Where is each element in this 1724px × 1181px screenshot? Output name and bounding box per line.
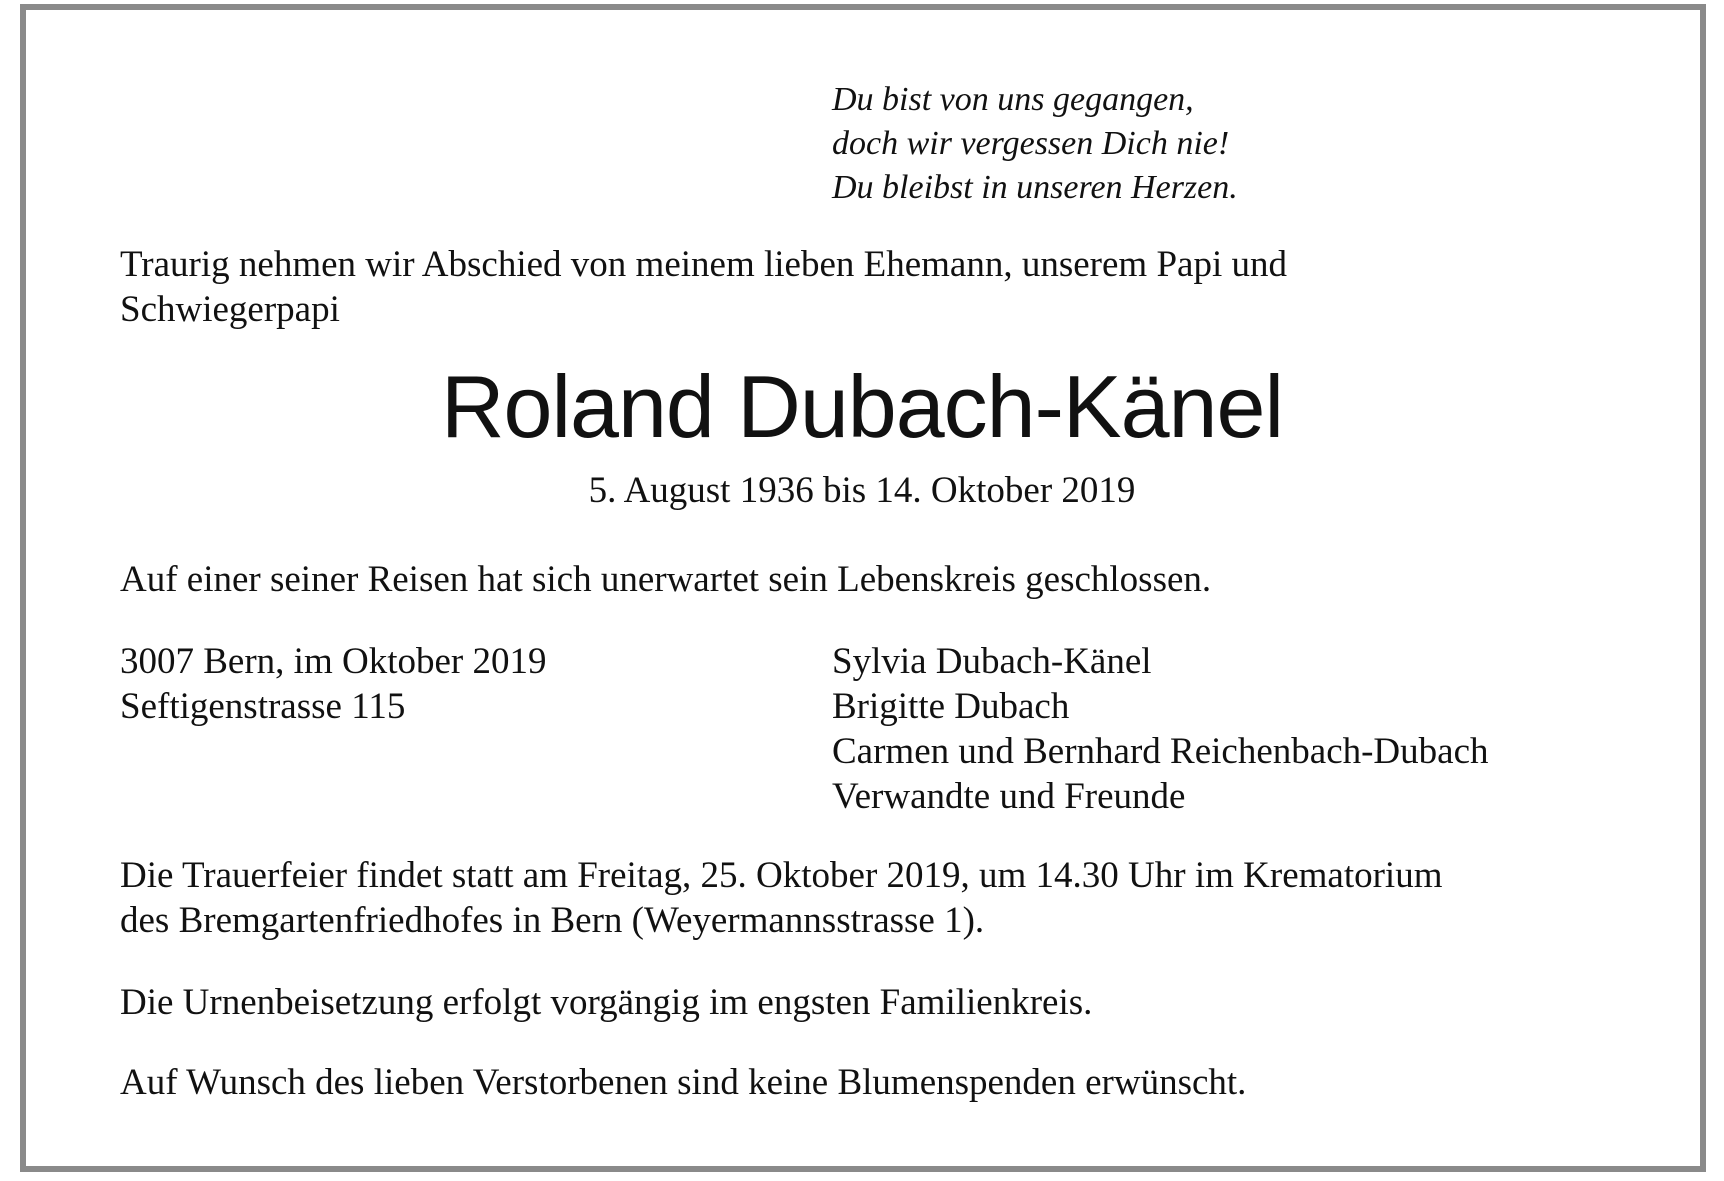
ceremony-text <box>120 853 1680 943</box>
flowers-text: Auf Wunsch des lieben Verstorbenen sind keine Blumenspenden erwünscht. <box>120 1062 1247 1103</box>
intro-line: Schwiegerpapi <box>120 289 340 330</box>
intro-text <box>120 242 1620 332</box>
place-date-line: 3007 Bern, im Oktober 2019 <box>120 641 547 682</box>
poem-line: Du bleibst in unseren Herzen. <box>832 169 1238 206</box>
family-list <box>832 639 1489 819</box>
family-member: Sylvia Dubach-Känel <box>832 641 1152 682</box>
urn-text: Die Urnenbeisetzung erfolgt vorgängig im engsten Familienkreis. <box>120 982 1093 1023</box>
ceremony-line: Die Trauerfeier findet statt am Freitag, 25. Oktober 2019, um 14.30 Uhr im Krematorium <box>120 855 1443 896</box>
life-dates: 5. August 1936 bis 14. Oktober 2019 <box>588 470 1136 511</box>
family-member: Brigitte Dubach <box>832 686 1070 727</box>
intro-line: Traurig nehmen wir Abschied von meinem lieben Ehemann, unserem Papi und <box>120 244 1287 285</box>
journey-text: Auf einer seiner Reisen hat sich unerwartet sein Lebenskreis geschlossen. <box>120 559 1212 600</box>
deceased-name: Roland Dubach-Känel <box>440 357 1283 456</box>
street-line: Seftigenstrasse 115 <box>120 686 406 727</box>
poem <box>832 78 1238 210</box>
poem-line: doch wir vergessen Dich nie! <box>832 125 1230 162</box>
poem-line: Du bist von uns gegangen, <box>832 81 1194 118</box>
family-member: Carmen und Bernhard Reichenbach-Dubach <box>832 731 1489 772</box>
family-member: Verwandte und Freunde <box>832 776 1186 817</box>
place-and-address <box>120 639 546 729</box>
ceremony-line: des Bremgartenfriedhofes in Bern (Weyermannsstrasse 1). <box>120 900 985 941</box>
